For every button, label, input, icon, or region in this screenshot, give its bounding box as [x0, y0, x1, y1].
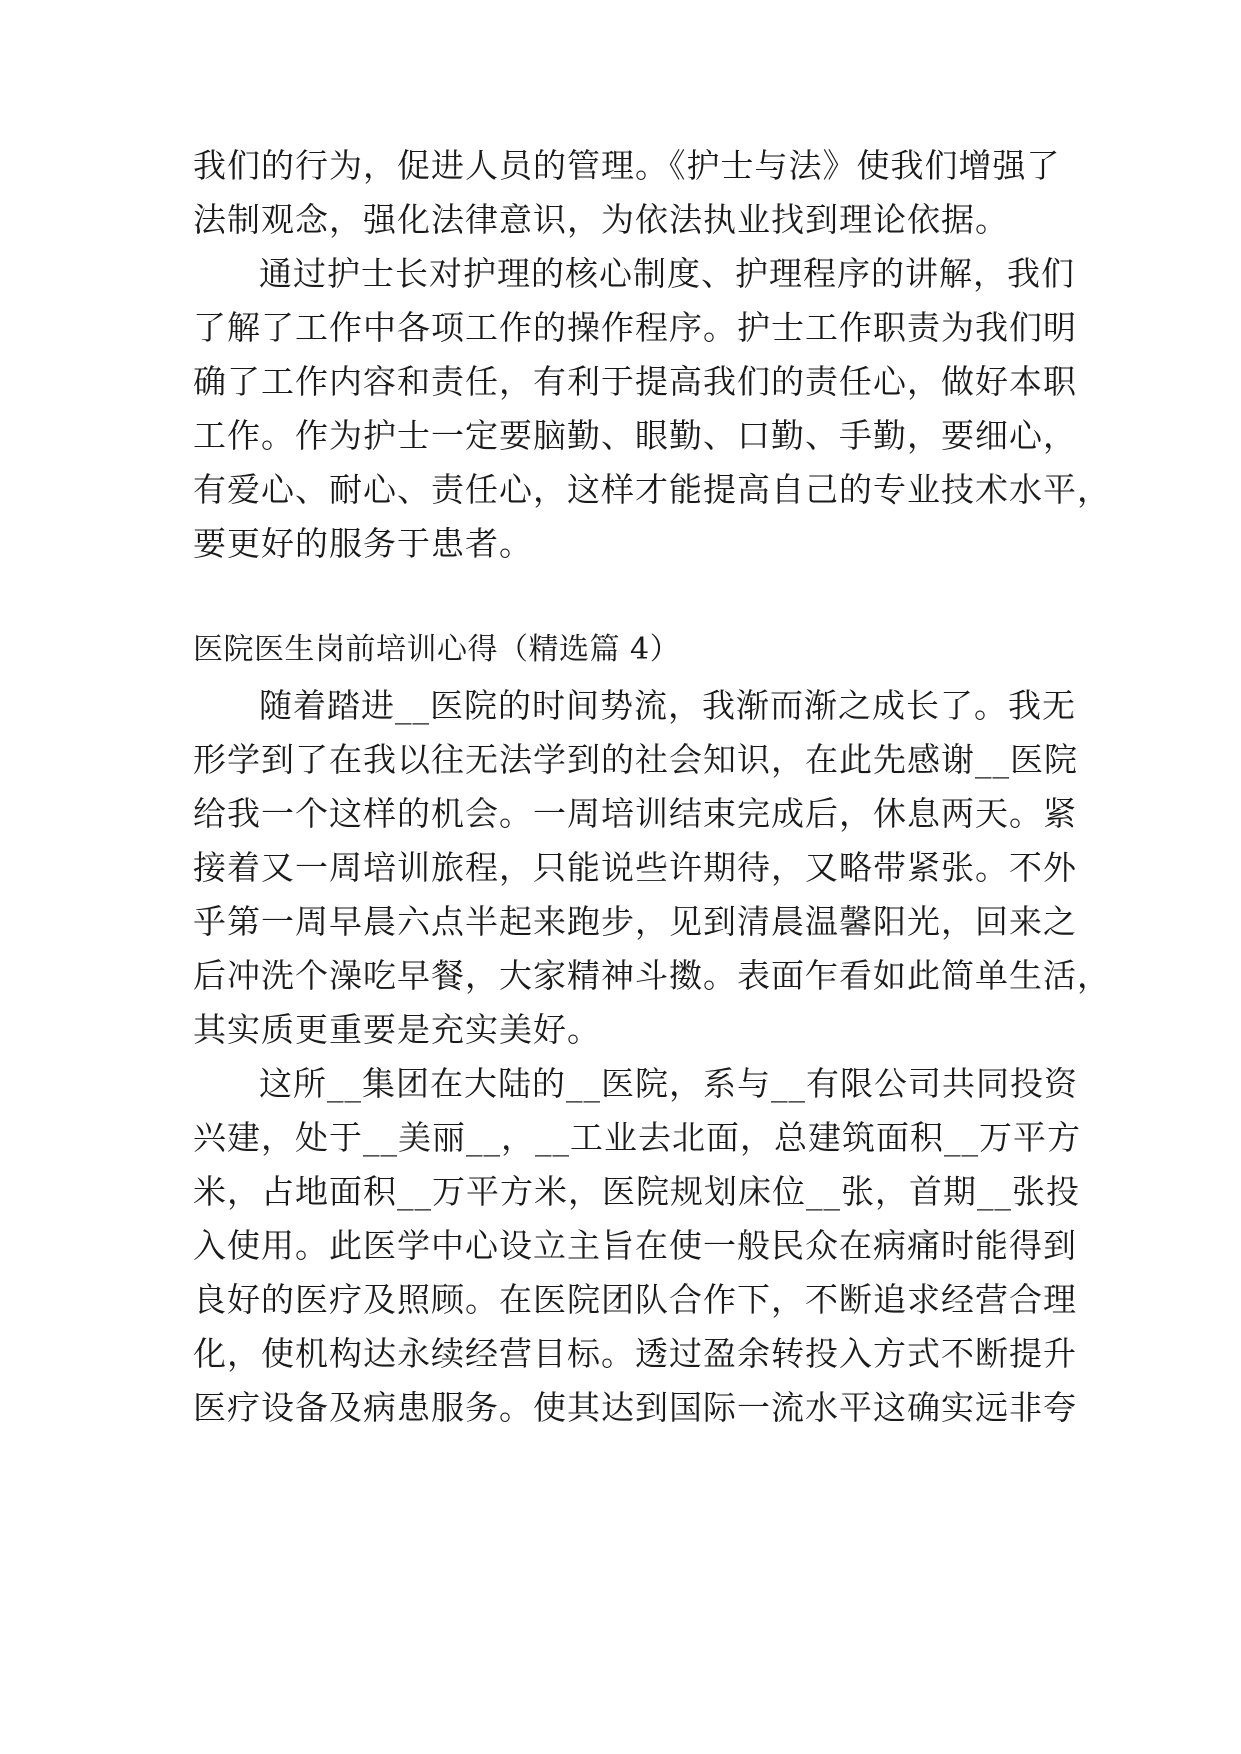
text-line: 随着踏进__医院的时间势流，我渐而渐之成长了。我无	[259, 686, 1076, 725]
text-line: 良好的医疗及照顾。在医院团队合作下，不断追求经营合理	[193, 1280, 1077, 1319]
text-line: 形学到了在我以往无法学到的社会知识，在此先感谢__医院	[193, 740, 1078, 779]
text-line: 这所__集团在大陆的__医院，系与__有限公司共同投资	[259, 1064, 1078, 1103]
text-line: 医疗设备及病患服务。使其达到国际一流水平这确实远非夸	[193, 1388, 1077, 1427]
text-line: 米，占地面积__万平方米，医院规划床位__张，首期__张投	[193, 1172, 1080, 1211]
text-line: 兴建，处于__美丽__，__工业去北面，总建筑面积__万平方	[193, 1118, 1081, 1157]
text-line: 法制观念，强化法律意识，为依法执业找到理论依据。	[193, 200, 1009, 239]
text-line: 要更好的服务于患者。	[193, 524, 533, 563]
text-line: 乎第一周早晨六点半起来跑步，见到清晨温馨阳光，回来之	[193, 902, 1077, 941]
text-line: 化，使机构达永续经营目标。透过盈余转投入方式不断提升	[193, 1334, 1077, 1373]
text-line: 我们的行为，促进人员的管理。《护士与法》使我们增强了	[193, 146, 1061, 185]
text-line: 其实质更重要是充实美好。	[193, 1010, 601, 1049]
text-line: 给我一个这样的机会。一周培训结束完成后，休息两天。紧	[193, 794, 1077, 833]
section-heading: 医院医生岗前培训心得（精选篇 4）	[193, 632, 681, 667]
text-line: 通过护士长对护理的核心制度、护理程序的讲解，我们	[259, 254, 1075, 293]
text-line: 后冲洗个澡吃早餐，大家精神斗擞。表面乍看如此简单生活，	[193, 956, 1111, 995]
text-line: 确了工作内容和责任，有利于提高我们的责任心，做好本职	[193, 362, 1077, 401]
text-line: 了解了工作中各项工作的操作程序。护士工作职责为我们明	[193, 308, 1077, 347]
text-line: 有爱心、耐心、责任心，这样才能提高自己的专业技术水平，	[193, 470, 1111, 509]
text-line: 接着又一周培训旅程，只能说些许期待，又略带紧张。不外	[193, 848, 1077, 887]
text-line: 入使用。此医学中心设立主旨在使一般民众在病痛时能得到	[193, 1226, 1077, 1265]
text-line: 工作。作为护士一定要脑勤、眼勤、口勤、手勤，要细心，	[193, 416, 1077, 455]
